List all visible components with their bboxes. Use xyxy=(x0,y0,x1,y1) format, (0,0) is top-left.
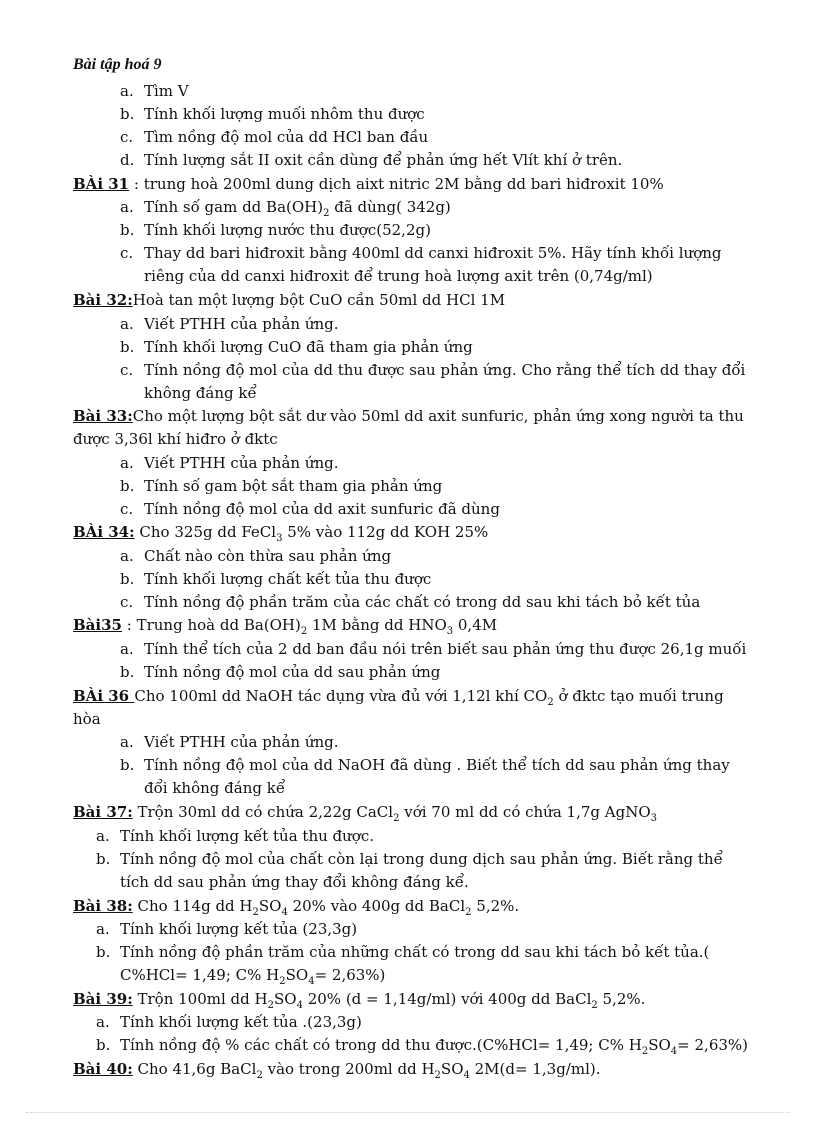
list-item: a. Tính khối lượng kết tủa thu được. xyxy=(96,827,374,845)
exercise-39-title: Bài 39: Trộn 100ml dd $H_2SO_4$ 20% (d = 1,14g/ml) với 400g dd BaCl$_2$ 5,2%. xyxy=(73,990,646,1011)
list-item: a. Tính khối lượng kết tủa .(23,3g) xyxy=(96,1013,362,1031)
list-item: c. Thay dd bari hiđroxit bằng 400ml dd canxi hiđroxit 5%. Hãy tính khối lượng xyxy=(120,244,722,262)
list-item: a. Tính số gam dd $Ba(OH)_2$ đã dùng( 342g) xyxy=(120,198,451,219)
list-item: b. Tính nồng độ % các chất có trong dd thu được.(C%HCl= 1,49; C% $H_2SO_4= 2,63\%$) xyxy=(96,1036,749,1057)
exercise-33-title: Bài 33:Cho một lượng bột sắt dư vào 50ml dd axit sunfuric, phản ứng xong người ta thu xyxy=(73,407,744,425)
list-item: c. Tính nồng độ mol của dd axit sunfuric đã dùng xyxy=(120,500,500,518)
list-item-cont: riêng của dd canxi hiđroxit để trung hoà lượng axit trên (0,74g/ml) xyxy=(144,267,653,285)
exercise-32-title: Bài 32:Hoà tan một lượng bột CuO cần 50ml dd HCl 1M xyxy=(73,291,506,309)
exercise-37-title: Bài 37: Trộn 30ml dd có chứa 2,22g CaCl$_2$ với 70 ml dd có chứa 1,7g AgNO$_3$ xyxy=(73,803,658,824)
list-item: a. Chất nào còn thừa sau phản ứng xyxy=(120,547,392,565)
list-item: b. Tính khối lượng nước thu được(52,2g) xyxy=(120,221,431,239)
exercise-36-title: BÀi 36 Cho 100ml dd NaOH tác dụng vừa đủ với 1,12l khí $CO_2$ ở đktc tạo muối trung xyxy=(73,687,724,708)
list-item: b. Tính số gam bột sắt tham gia phản ứng xyxy=(120,477,443,495)
exercise-35-title: Bài35 : Trung hoà dd $Ba(OH)_2$ 1M bằng dd $HNO_3$ 0,4M xyxy=(73,616,498,637)
list-item: a. Tìm V xyxy=(120,82,189,100)
list-item: b. Tính nồng độ mol của dd sau phản ứng xyxy=(120,663,441,681)
list-item: d. Tính lượng sắt II oxit cần dùng để phản ứng hết Vlít khí ở trên. xyxy=(120,151,623,169)
list-item-cont: đổi không đáng kể xyxy=(144,779,286,797)
list-item: b. Tính khối lượng chất kết tủa thu được xyxy=(120,570,432,588)
exercise-36-title-cont: hòa xyxy=(73,710,101,728)
list-item-cont: tích dd sau phản ứng thay đổi không đáng kể. xyxy=(120,873,469,891)
list-item: a. Viết PTHH của phản ứng. xyxy=(120,454,339,472)
exercise-31-title: BÀi 31 : trung hoà 200ml dung dịch aixt nitric 2M bằng dd bari hiđroxit 10% xyxy=(73,175,664,193)
list-item: a. Viết PTHH của phản ứng. xyxy=(120,315,339,333)
list-item: a. Tính thể tích của 2 dd ban đầu nói trên biết sau phản ứng thu được 26,1g muối xyxy=(120,640,747,658)
exercise-40-title: Bài 40: Cho 41,6g BaCl$_2$ vào trong 200ml dd $H_2SO_4$ 2M(d= 1,3g/ml). xyxy=(73,1060,601,1081)
list-item: a. Viết PTHH của phản ứng. xyxy=(120,733,339,751)
list-item: a. Tính khối lượng kết tủa (23,3g) xyxy=(96,920,358,938)
list-item: b. Tính nồng độ mol của dd NaOH đã dùng . Biết thể tích dd sau phản ứng thay xyxy=(120,756,730,774)
exercise-34-title: BÀi 34: Cho 325g dd FeCl$_3$ 5% vào 112g dd KOH 25% xyxy=(73,523,489,544)
list-item: b. Tính khối lượng CuO đã tham gia phản ứng xyxy=(120,338,473,356)
list-item: c. Tính nồng độ phần trăm của các chất có trong dd sau khi tách bỏ kết tủa xyxy=(120,593,701,611)
exercise-38-title: Bài 38: Cho 114g dd $H_2SO_4$ 20% vào 400g dd BaCl$_2$ 5,2%. xyxy=(73,897,520,918)
page-header: Bài tập hoá 9 xyxy=(73,56,162,73)
exercise-33-title-cont: được 3,36l khí hiđro ở đktc xyxy=(73,430,278,448)
list-item-cont: C%HCl= 1,49; C% $H_2SO_4= 2,63\%$) xyxy=(120,966,386,987)
list-item: b. Tính nồng độ phần trăm của những chất có trong dd sau khi tách bỏ kết tủa.( xyxy=(96,943,710,961)
list-item: b. Tính nồng độ mol của chất còn lại trong dung dịch sau phản ứng. Biết rằng thể xyxy=(96,850,723,868)
list-item: c. Tìm nồng độ mol của dd HCl ban đầu xyxy=(120,128,429,146)
list-item: b. Tính khối lượng muối nhôm thu được xyxy=(120,105,425,123)
list-item-cont: không đáng kể xyxy=(144,384,257,402)
list-item: c. Tính nồng độ mol của dd thu được sau phản ứng. Cho rằng thể tích dd thay đổi xyxy=(120,361,746,379)
page-border-dotted xyxy=(26,1112,790,1113)
